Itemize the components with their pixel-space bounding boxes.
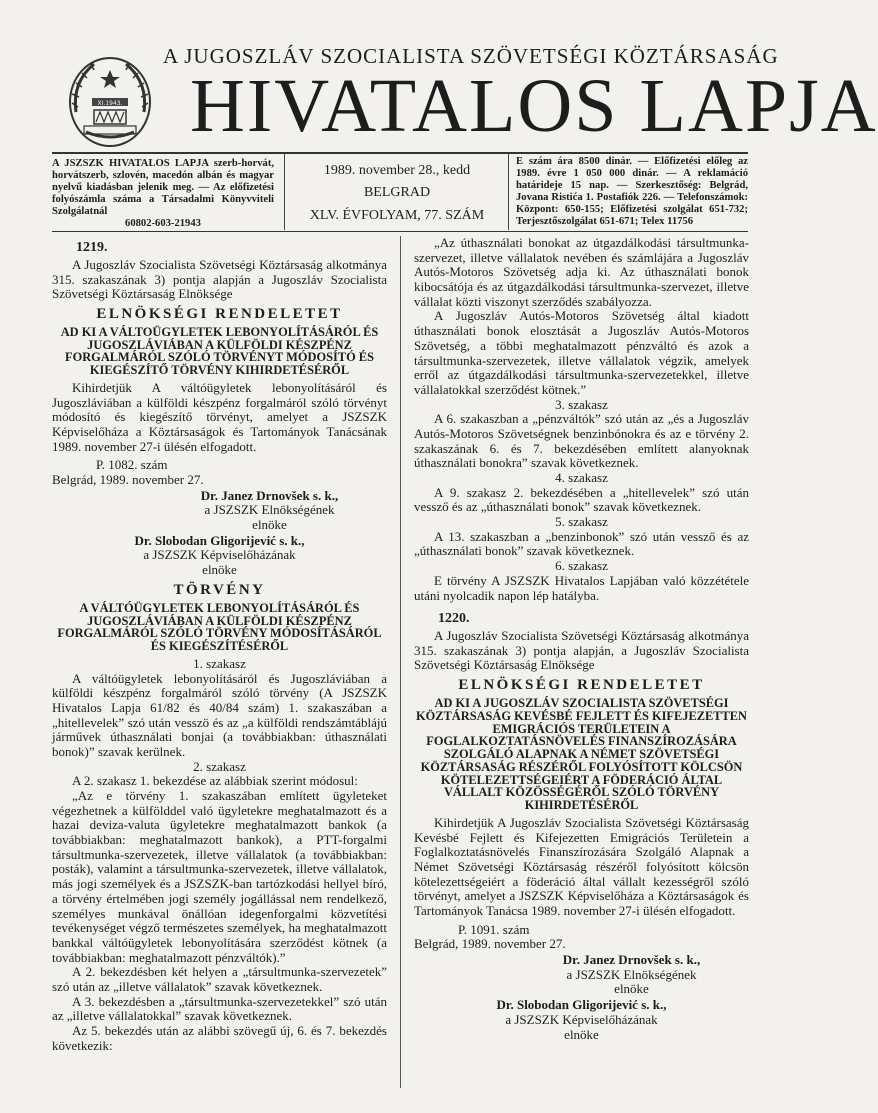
header-divider <box>508 153 509 230</box>
item-number: 1220. <box>438 611 470 627</box>
gazette-title: HIVATALOS LAPJA <box>190 64 878 148</box>
section-text: A 3. bekezdésben a „társultmunka-szervezetekkel” szó után az „illetve vállalatokkal” szavak következnek. <box>52 993 387 1024</box>
signer-role: a JSZSZK Elnökségének <box>566 966 697 982</box>
section-text: A 9. szakasz 2. bekezdésében a „hitellevelek” szó után vessző és az „úthasználati bonok” szavak következnek. <box>414 484 749 515</box>
decree-subheading: AD KI A JUGOSZLÁV SZOCIALISTA SZÖVETSÉGI KÖZTÁRSASÁG KEVÉSBÉ FEJLETT ÉS KIFEJEZETTEN EMIGRÁCIÓS TERÜLETEIN A FOGLALKOZTATÁSNÖVELÉS FINANSZÍROZÁSÁRA SZOLGÁLÓ ALAPNAK A NÉMET SZÖVETSÉGI KÖZTÁRSASÁG RÉSZÉRŐL FOLYÓSÍTOTT KÖLCSÖN KÖTELEZETTSÉGEIÉRT A FÖDERÁCIÓ ÁLTAL VÁLLALT KÖZÖSSÉGÉRŐL SZÓLÓ TÖRVÉNY KIHIRDETÉSÉRŐL <box>416 696 747 813</box>
signer-name: Dr. Slobodan Gligorijević s. k., <box>134 532 305 548</box>
section-heading: 4. szakasz <box>555 470 608 485</box>
decree-heading: ELNÖKSÉGI RENDELETET <box>458 677 705 694</box>
issue-city: BELGRAD <box>363 185 431 201</box>
decree-subheading: AD KI A VÁLTOÜGYLETEK LEBONYOLÍTÁSÁRÓL ÉS JUGOSZLÁVIÁBAN A KÜLFÖLDI KÉSZPÉNZ FORGALMÁRÓL SZÓLÓ TÖRVÉNYT MÓDOSÍTÓ ÉS KIEGÉSZÍTŐ TÖRVÉNY KIHIRDETÉSÉRŐL <box>60 324 379 378</box>
section-text: A 6. szakaszban a „pénzváltók” szó után az „és a Jugoszláv Autós-Motoros Szövetségnek benzinbónokra és az e törvény 2. szakaszának 6. és 7. bekezdésében említett alanyoknak úthasználati bonokra” szavak következnek. <box>414 411 749 471</box>
reference-number: P. 1091. szám <box>458 921 530 937</box>
header-divider <box>284 153 285 230</box>
republic-name: A JUGOSZLÁV SZOCIALISTA SZÖVETSÉGI KÖZTÁRSASÁG <box>163 44 779 68</box>
signature-president <box>414 953 749 997</box>
signature-assembly <box>52 534 387 578</box>
section-text: A 2. bekezdésben két helyen a „társultmunka-szervezetek” szó után az „illetve vállalatok” szavak következnek. <box>52 964 387 994</box>
section-heading: 6. szakasz <box>555 558 608 574</box>
signer-role: a JSZSZK Elnökségének <box>204 502 335 518</box>
promulgation-text: Kihirdetjük A Jugoszláv Szocialista Szövetségi Köztársaság Kevésbé Fejlett és Kifejezetten Emigrációs Területein a Foglalkoztatásnövelés Finanszírozására Szolgáló Alapnak a Német Szövetségi Köztársaság részéről folyósított kölcsön kötelezettségeiért a föderáció által vállalt kezességről szóló törvényt, amelyet a JSZSZK Képviselőháza a Köztársaságok és Tartományok Tanácsa 1989. november 27-i ülésén elfogadott. <box>414 814 749 919</box>
right-column <box>414 236 749 1043</box>
promulgation-text: Kihirdetjük A váltóügyletek lebonyolításáról és Jugoszláviában a külföldi készpénz forgalmáról szóló törvényt módosító és kiegészítő törvényt, amelyet a JSZSZK Képviselőháza a Köztársaságok és Tartományok Tanácsának 1989. november 27-i ülésén elfogadott. <box>52 379 387 454</box>
section-text: E törvény A JSZSZK Hivatalos Lapjában való közzététele utáni nyolcadik napon lép hatályba. <box>414 572 749 603</box>
signer-name: Dr. Janez Drnovšek s. k., <box>562 952 701 968</box>
section-heading: 3. szakasz <box>555 396 608 412</box>
reference-number: P. 1082. szám <box>96 457 168 473</box>
svg-text:XI.1943.: XI.1943. <box>97 100 123 107</box>
place-date: Belgrád, 1989. november 27. <box>414 936 566 952</box>
section-text: A Jugoszláv Autós-Motoros Szövetség által kiadott úthasználati bonok elosztását a Jugoszláv Autós-Motoros Szövetség, a többi meghatalmazott pénzváltó és azok a társultmunka-szervezetek, illetve vállalatok végzik, amelyek erről az útgazdálkodási társultmunka-szervezetekkel, illetve vállalatokkal szerződést kötnek.” <box>414 308 749 397</box>
header-issue-info <box>290 160 504 227</box>
signer-title: elnöke <box>252 517 287 533</box>
issue-number: XLV. ÉVFOLYAM, 77. SZÁM <box>309 207 485 223</box>
left-column <box>52 236 387 1053</box>
subscription-info: A JSZSZK HIVATALOS LAPJA szerb-horvát, horvátszerb, szlovén, macedón albán és magyar nyelvű kiadásban jelenik meg. — Az előfizetési folyószámla száma a Társadalmi Könyvviteli Szolgálatnál <box>52 158 274 218</box>
section-heading: 2. szakasz <box>193 758 246 774</box>
signer-name: Dr. Slobodan Gligorijević s. k., <box>496 997 667 1013</box>
signer-role: a JSZSZK Képviselőházának <box>505 1011 658 1027</box>
signer-title: elnöke <box>202 562 237 578</box>
account-number: 60802-603-21943 <box>125 218 201 230</box>
signer-name: Dr. Janez Drnovšek s. k., <box>200 487 339 503</box>
section-heading: 5. szakasz <box>555 514 608 530</box>
issue-date: 1989. november 28., kedd <box>323 163 471 178</box>
preamble: A Jugoszláv Szocialista Szövetségi Köztársaság alkotmánya 315. szakaszának 3) pontja alapján, a Jugoszláv Szocialista Szövetségi Köztársaság Elnöksége <box>414 628 749 673</box>
quote-continuation: „Az úthasználati bonokat az útgazdálkodási társultmunka-szervezet, illetve vállalatok nevében és számlájára a Jugoszláv Autós-Motoros Szövetség adja ki. Az úthasználati bonok kibocsátója és az útgazdálkodási társultmunka-szervezet, illetve vállalat közti viszonyt szerződés szabályozza. <box>414 235 749 309</box>
preamble: A Jugoszláv Szocialista Szövetségi Köztársaság alkotmánya 315. szakaszának 3) pontja alapján a Jugoszláv Szocialista Szövetségi Köztársaság Elnöksége <box>52 256 387 302</box>
price-contact-info: E szám ára 8500 dinár. — Előfizetési előleg az 1989. évre 1 050 000 dinár. — A reklamáció határideje 15 nap. — Szerkesztőség: Belgrád, Jovana Ristića 1. Postafiók 226. — Telefonszámok: Központ: 650-155; Előfizetési szolgálat 651-732; Terjesztőszolgálat 651-671; Telex 11756 <box>516 156 748 228</box>
state-emblem-icon <box>64 52 156 152</box>
header-left-info <box>52 158 274 230</box>
section-text: A 13. szakaszban a „benzinbonok” szó után vessző és az „úthasználati bonok” szavak következnek. <box>414 528 749 559</box>
signer-role: a JSZSZK Képviselőházának <box>143 547 296 563</box>
section-heading: 1. szakasz <box>193 655 246 671</box>
signature-assembly <box>414 998 749 1042</box>
signer-title: elnöke <box>614 981 649 997</box>
section-text: A váltóügyletek lebonyolításáról és Jugoszláviában a külföldi készpénz forgalmáról szóló törvény (A JSZSZK Hivatalos Lapja 61/82 és 40/84 szám) 1. szakaszában a „hitellevelek” szó után vesszö és az „a külföldi rendszámtáblájú járművek úthasználati bonjai (a továbbiakban: úthasználati bonok)” szavak kerülnek. <box>52 670 387 759</box>
section-text: A 2. szakasz 1. bekezdése az alábbiak szerint módosul: <box>72 773 358 789</box>
section-text: Az 5. bekezdés után az alábbi szövegű új, 6. és 7. bekezdés következik: <box>52 1023 387 1053</box>
header-rule <box>52 152 748 154</box>
law-heading: TÖRVÉNY <box>173 581 266 598</box>
item-number: 1219. <box>76 240 108 255</box>
decree-heading: ELNÖKSÉGI RENDELETET <box>96 305 343 322</box>
signature-president <box>52 489 387 533</box>
header-rule <box>52 231 748 232</box>
column-divider <box>400 236 401 1088</box>
law-title: A VÁLTÓÜGYLETEK LEBONYOLÍTÁSÁRÓL ÉS JUGOSZLÁVIÁBAN A KÜLFÖLDI KÉSZPÉNZ FORGALMÁRÓL SZÓLÓ TÖRVÉNY MÓDOSÍTÁSÁRÓL ÉS KIEGÉSZÍTÉSÉRŐL <box>57 600 382 654</box>
signer-title: elnöke <box>564 1026 599 1042</box>
section-quote: „Az e törvény 1. szakaszában említett ügyleteket végezhetnek a külfölddel való ügyletekre meghatalmazott és a hazai deviza-valuta ügyletekre meghatalmazott bankok (a továbbiakban: meghatalmazott bankok), a PTT-forgalmi társultmunka-szervezetek, illetve vállalatok (a továbbiakban: posták), valamint a társultmunka-szervezetek, illetve vállalatok, más jogi személyek és a JSZSZK-ban tartózkodási hellyel bíró, a törvény értelmében jogi személy jogállással nem rendelkező, személyes munkával önállóan idegenforgalmi közvetítési tevékenységet végző természetes személyek, ha meghatalmazott bankkal váltóügyletek lebonyolítására szerződést kötnek (a továbbiakban: meghatalmazott pénzváltók).” <box>52 788 387 965</box>
place-date: Belgrád, 1989. november 27. <box>52 472 204 487</box>
